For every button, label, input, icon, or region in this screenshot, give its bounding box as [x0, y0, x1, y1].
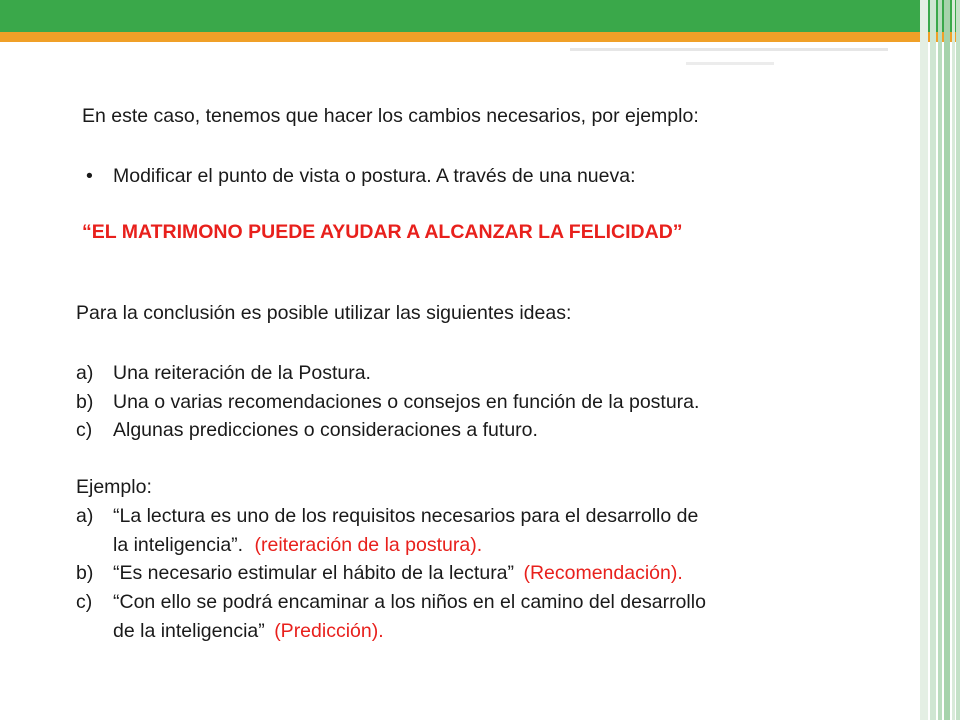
example-a-line1: “La lectura es uno de los requisitos necesarios para el desarrollo de [113, 505, 699, 527]
example-c-line1: “Con ello se podrá encaminar a los niños en el camino del desarrollo [113, 591, 706, 613]
example-b-note: (Recomendación). [523, 562, 683, 584]
conclusion-item-b-text: Una o varias recomendaciones o consejos en función de la postura. [113, 391, 700, 413]
example-a-quote-end: la inteligencia”. [113, 534, 244, 556]
header-thin-line [570, 48, 888, 51]
right-edge-stripes [920, 0, 960, 720]
example-b-line [113, 561, 683, 585]
example-heading: Ejemplo: [76, 476, 152, 498]
example-c-line2 [113, 619, 384, 643]
intro-text: En este caso, tenemos que hacer los cambios necesarios, por ejemplo: [82, 105, 699, 127]
header-orange-band [0, 32, 960, 42]
conclusion-item-c-text: Algunas predicciones o consideraciones a futuro. [113, 419, 538, 441]
conclusion-item-c-label: c) [76, 419, 93, 441]
bullet-symbol: • [86, 165, 93, 187]
example-a-label: a) [76, 505, 94, 527]
conclusion-item-a-label: a) [76, 362, 94, 384]
example-c-quote-end: de la inteligencia” [113, 620, 265, 642]
example-a-line2 [113, 533, 482, 557]
thesis-statement: “EL MATRIMONO PUEDE AYUDAR A ALCANZAR LA FELICIDAD” [82, 221, 683, 243]
conclusion-item-b-label: b) [76, 391, 94, 413]
header-thin-line-short [686, 62, 774, 65]
conclusion-item-a-text: Una reiteración de la Postura. [113, 362, 371, 384]
example-b-label: b) [76, 562, 94, 584]
example-c-label: c) [76, 591, 93, 613]
example-b-quote: “Es necesario estimular el hábito de la lectura” [113, 562, 515, 584]
example-c-note: (Predicción). [274, 620, 384, 642]
header-green-band [0, 0, 960, 32]
conclusion-heading: Para la conclusión es posible utilizar las siguientes ideas: [76, 302, 572, 324]
example-a-note: (reiteración de la postura). [254, 534, 483, 556]
bullet-text: Modificar el punto de vista o postura. A través de una nueva: [113, 165, 636, 187]
